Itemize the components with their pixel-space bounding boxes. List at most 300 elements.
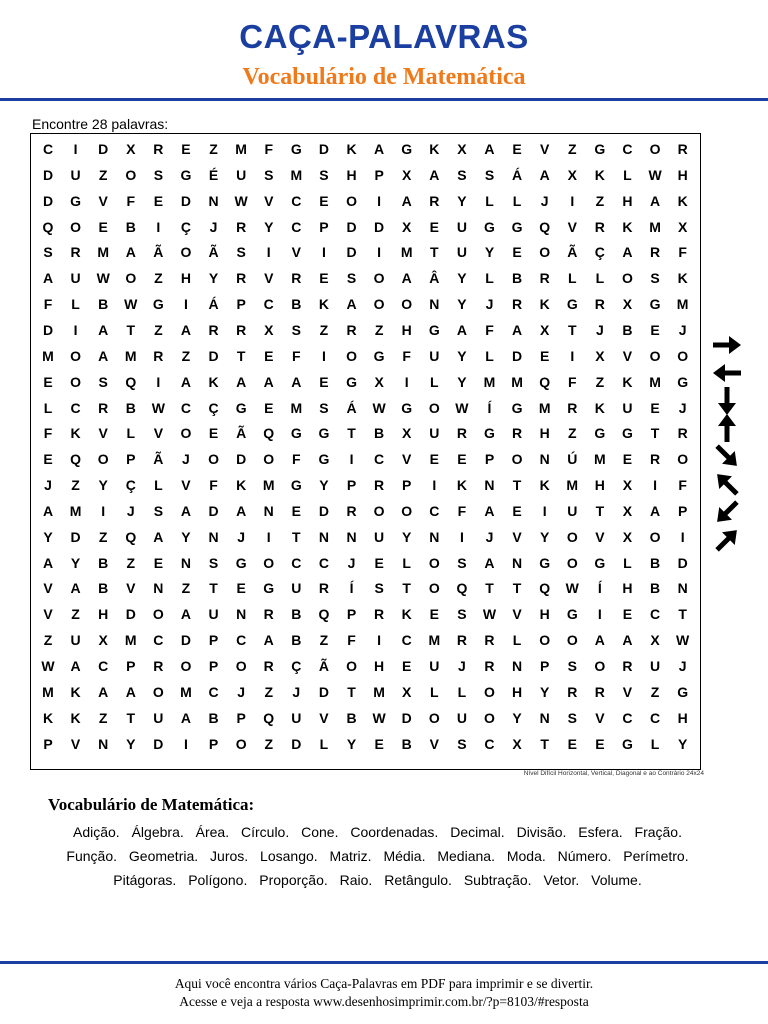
- grid-letter: I: [184, 296, 188, 313]
- grid-letter: I: [321, 244, 326, 261]
- grid-letter: A: [70, 580, 81, 597]
- grid-letter: C: [318, 554, 329, 571]
- grid-letter: G: [290, 425, 302, 442]
- grid-letter: G: [622, 735, 633, 752]
- grid-letter: S: [264, 166, 274, 183]
- grid-letter: O: [649, 528, 661, 545]
- grid-letter: T: [512, 477, 522, 494]
- grid-letter: W: [372, 399, 386, 416]
- vocabulary-word: Álgebra.: [131, 824, 184, 840]
- grid-letter: V: [540, 141, 550, 157]
- grid-letter: X: [622, 296, 633, 313]
- grid-letter: O: [401, 296, 413, 313]
- grid-letter: H: [512, 683, 523, 700]
- grid-letter: N: [180, 554, 192, 571]
- grid-letter: V: [402, 451, 412, 468]
- grid-row: [31, 369, 700, 395]
- grid-letter: X: [264, 321, 274, 338]
- grid-letter: R: [594, 683, 605, 700]
- grid-letter: Z: [98, 166, 108, 183]
- grid-letter: B: [291, 632, 302, 649]
- grid-letter: R: [236, 218, 247, 235]
- grid-letter: K: [401, 606, 412, 623]
- grid-letter: G: [677, 683, 689, 700]
- grid-row: [31, 575, 700, 601]
- grid-letter: D: [677, 554, 688, 571]
- grid-letter: A: [263, 632, 274, 649]
- vocabulary-word: Polígono.: [188, 872, 248, 888]
- grid-letter: T: [567, 321, 577, 338]
- grid-letter: B: [98, 580, 109, 597]
- grid-letter: U: [291, 580, 302, 597]
- grid-letter: P: [126, 658, 136, 674]
- grid-letter: A: [401, 192, 412, 209]
- grid-letter: G: [484, 425, 495, 442]
- grid-letter: T: [512, 580, 522, 597]
- grid-letter: M: [124, 347, 137, 364]
- grid-letter: Z: [595, 373, 605, 390]
- grid-letter: Y: [181, 528, 191, 545]
- grid-letter: R: [456, 632, 467, 649]
- grid-letter: V: [70, 735, 81, 752]
- grid-letter: L: [623, 554, 632, 571]
- grid-letter: V: [43, 606, 53, 623]
- grid-letter: O: [180, 425, 192, 442]
- grid-letter: L: [402, 554, 411, 571]
- grid-letter: Q: [539, 373, 551, 390]
- grid-letter: F: [43, 296, 53, 313]
- grid-letter: E: [236, 580, 246, 597]
- grid-letter: O: [235, 735, 247, 752]
- grid-letter: T: [347, 683, 356, 700]
- grid-letter: K: [622, 218, 633, 235]
- grid-letter: G: [290, 141, 302, 157]
- grid-letter: G: [594, 554, 606, 571]
- grid-letter: Ú: [567, 451, 578, 468]
- grid-letter: D: [180, 192, 192, 209]
- grid-letter: D: [346, 244, 357, 261]
- grid-letter: N: [263, 502, 274, 519]
- grid-letter: L: [485, 347, 494, 364]
- grid-letter: E: [402, 658, 412, 674]
- grid-letter: P: [319, 218, 329, 235]
- grid-letter: R: [70, 244, 81, 261]
- grid-letter: M: [180, 683, 192, 700]
- footer-line-1: Aqui você encontra vários Caça-Palavras em PDF para imprimir e se divertir.: [174, 976, 594, 991]
- grid-letter: I: [459, 528, 464, 545]
- grid-letter: P: [208, 735, 219, 752]
- grid-letter: Y: [540, 683, 550, 700]
- grid-letter: Y: [346, 735, 357, 752]
- grid-letter: C: [649, 606, 661, 623]
- grid-letter: F: [43, 425, 53, 442]
- vocabulary-word: Pitágoras.: [113, 872, 177, 888]
- grid-letter: S: [153, 502, 164, 519]
- grid-letter: Y: [319, 477, 329, 494]
- grid-letter: M: [676, 296, 689, 313]
- grid-letter: Z: [181, 347, 191, 364]
- grid-letter: O: [649, 141, 661, 157]
- grid-letter: J: [678, 658, 687, 674]
- grid-letter: R: [346, 502, 357, 519]
- grid-letter: M: [400, 244, 413, 261]
- grid-letter: H: [594, 477, 605, 494]
- grid-letter: T: [292, 528, 301, 545]
- grid-letter: D: [70, 528, 81, 545]
- grid-letter: N: [677, 580, 688, 597]
- grid-letter: U: [70, 270, 81, 287]
- grid-letter: R: [677, 425, 688, 442]
- grid-letter: I: [377, 192, 382, 209]
- grid-letter: D: [180, 632, 192, 649]
- grid-letter: T: [650, 425, 660, 442]
- grid-letter: G: [594, 141, 606, 157]
- grid-letter: G: [649, 296, 661, 313]
- vocabulary-word: Fração.: [634, 824, 682, 840]
- grid-letter: O: [539, 244, 551, 261]
- grid-letter: Í: [487, 399, 492, 416]
- grid-letter: P: [402, 477, 412, 494]
- grid-letter: F: [567, 373, 577, 390]
- grid-letter: K: [677, 192, 688, 209]
- grid-letter: U: [70, 166, 81, 183]
- grid-letter: A: [42, 270, 54, 287]
- grid-letter: F: [678, 477, 687, 494]
- grid-letter: C: [622, 709, 633, 726]
- grid-letter: T: [595, 502, 605, 519]
- grid-letter: L: [512, 192, 522, 209]
- grid-letter: K: [318, 296, 329, 313]
- grid-letter: X: [402, 166, 412, 183]
- grid-letter: V: [622, 347, 633, 364]
- grid-letter: X: [457, 141, 467, 157]
- grid-letter: O: [180, 244, 192, 261]
- grid-letter: X: [126, 141, 136, 157]
- grid-letter: T: [236, 347, 246, 364]
- grid-letter: Ç: [208, 399, 219, 416]
- grid-row: [31, 472, 700, 498]
- grid-letter: Q: [456, 580, 468, 597]
- vocabulary-word: Mediana.: [437, 848, 495, 864]
- grid-letter: E: [540, 347, 550, 364]
- grid-letter: G: [318, 425, 330, 442]
- grid-letter: J: [485, 296, 494, 313]
- grid-letter: D: [401, 709, 412, 726]
- grid-letter: W: [234, 192, 248, 209]
- grid-letter: C: [374, 451, 385, 468]
- vocabulary-word: Volume.: [591, 872, 642, 888]
- grid-letter: E: [319, 373, 329, 390]
- grid-letter: W: [565, 580, 579, 597]
- grid-letter: S: [567, 709, 577, 726]
- grid-letter: I: [377, 244, 382, 261]
- grid-letter: F: [209, 477, 218, 494]
- grid-letter: O: [70, 347, 82, 364]
- grid-letter: F: [292, 451, 301, 468]
- grid-letter: M: [649, 218, 661, 235]
- grid-letter: K: [622, 373, 633, 390]
- grid-letter: M: [290, 166, 303, 183]
- grid-letter: J: [595, 321, 604, 338]
- grid-letter: Z: [181, 580, 191, 597]
- grid-letter: Q: [263, 709, 275, 726]
- grid-letter: N: [429, 528, 440, 545]
- grid-letter: T: [678, 606, 687, 623]
- vocabulary-word: Losango.: [260, 848, 318, 864]
- grid-letter: V: [264, 192, 274, 209]
- grid-letter: B: [346, 709, 357, 726]
- grid-letter: A: [236, 373, 247, 390]
- grid-letter: Ã: [153, 244, 164, 261]
- grid-letter: C: [153, 632, 164, 649]
- grid-letter: X: [622, 502, 633, 519]
- grid-letter: B: [374, 425, 385, 442]
- grid-letter: R: [236, 270, 247, 287]
- grid-letter: H: [180, 270, 192, 287]
- grid-letter: I: [349, 451, 354, 468]
- grid-letter: Y: [457, 347, 467, 364]
- grid-letter: O: [208, 451, 219, 468]
- grid-letter: C: [208, 683, 219, 700]
- grid-letter: U: [456, 244, 467, 261]
- grid-letter: R: [98, 399, 109, 416]
- grid-letter: E: [512, 502, 522, 519]
- grid-letter: V: [153, 425, 164, 442]
- grid-letter: A: [42, 502, 54, 519]
- vocabulary-word: Divisão.: [516, 824, 567, 840]
- grid-letter: U: [649, 658, 661, 674]
- grid-letter: B: [649, 554, 661, 571]
- arrow-down-icon: [710, 389, 744, 413]
- grid-letter: O: [180, 658, 192, 674]
- vocabulary-word: Coordenadas.: [350, 824, 439, 840]
- grid-letter: L: [567, 270, 577, 287]
- grid-letter: R: [567, 399, 578, 416]
- grid-letter: S: [319, 399, 329, 416]
- grid-letter: J: [44, 477, 52, 494]
- grid-letter: N: [98, 735, 109, 752]
- arrow-right-icon: [710, 333, 744, 357]
- grid-letter: X: [540, 321, 550, 338]
- grid-letter: E: [622, 451, 633, 468]
- grid-letter: D: [98, 141, 109, 157]
- grid-letter: T: [347, 425, 356, 442]
- grid-letter: L: [430, 373, 439, 390]
- grid-letter: A: [649, 502, 661, 519]
- grid-letter: E: [181, 141, 191, 157]
- grid-letter: K: [70, 709, 81, 726]
- grid-letter: H: [539, 425, 550, 442]
- grid-letter: J: [540, 192, 549, 209]
- grid-letter: I: [680, 528, 685, 545]
- grid-letter: P: [540, 658, 550, 674]
- grid-letter: E: [622, 606, 633, 623]
- grid-letter: K: [539, 296, 550, 313]
- grid-letter: W: [124, 296, 138, 313]
- grid-letter: U: [567, 502, 578, 519]
- grid-letter: Z: [154, 321, 163, 338]
- grid-letter: Y: [70, 554, 81, 571]
- grid-letter: Y: [512, 709, 522, 726]
- grid-letter: G: [318, 451, 330, 468]
- grid-letter: A: [263, 373, 274, 390]
- grid-letter: D: [208, 502, 219, 519]
- grid-letter: S: [457, 735, 467, 752]
- grid-row: [31, 265, 700, 291]
- grid-letter: G: [180, 166, 192, 183]
- grid-row: [31, 136, 700, 162]
- grid-letter: S: [153, 166, 164, 183]
- grid-letter: N: [318, 528, 329, 545]
- grid-letter: R: [236, 321, 247, 338]
- grid-letter: N: [236, 606, 247, 623]
- grid-row: [31, 679, 700, 705]
- grid-letter: Q: [42, 218, 54, 235]
- grid-letter: V: [43, 580, 53, 597]
- vocabulary-word: Geometria.: [128, 848, 199, 864]
- grid-letter: A: [98, 683, 109, 700]
- grid-letter: E: [512, 244, 522, 261]
- grid-letter: C: [291, 554, 302, 571]
- grid-letter: H: [677, 709, 688, 726]
- grid-letter: O: [152, 683, 164, 700]
- grid-letter: N: [346, 528, 357, 545]
- grid-letter: C: [98, 658, 109, 674]
- grid-letter: O: [125, 166, 137, 183]
- grid-letter: V: [512, 528, 522, 545]
- direction-arrows: [706, 333, 746, 563]
- grid-row: [31, 239, 700, 265]
- grid-letter: E: [291, 502, 301, 519]
- grid-letter: N: [512, 554, 523, 571]
- grid-letter: O: [649, 347, 661, 364]
- grid-letter: R: [594, 296, 605, 313]
- grid-letter: Z: [209, 141, 218, 157]
- grid-letter: R: [374, 606, 385, 623]
- grid-letter: Y: [457, 373, 467, 390]
- grid-letter: G: [290, 477, 302, 494]
- grid-letter: B: [512, 270, 523, 287]
- grid-letter: J: [126, 502, 135, 519]
- grid-letter: L: [485, 270, 494, 287]
- grid-letter: N: [429, 296, 440, 313]
- grid-letter: F: [485, 321, 494, 338]
- vocabulary-word: Moda.: [506, 848, 546, 864]
- grid-letter: E: [650, 321, 660, 338]
- grid-letter: S: [346, 270, 357, 287]
- vocabulary-word: Média.: [383, 848, 426, 864]
- grid-letter: V: [595, 709, 605, 726]
- grid-letter: E: [457, 451, 467, 468]
- grid-letter: A: [70, 658, 81, 674]
- grid-letter: L: [623, 166, 632, 183]
- grid-letter: E: [208, 425, 219, 442]
- grid-letter: I: [266, 244, 271, 261]
- grid-letter: B: [208, 709, 219, 726]
- grid-letter: K: [594, 166, 605, 183]
- vocabulary-word-list: [50, 820, 705, 892]
- grid-letter: R: [318, 580, 329, 597]
- grid-letter: Ç: [180, 218, 192, 235]
- bottom-divider: [0, 961, 768, 964]
- grid-letter: Â: [429, 270, 440, 287]
- grid-letter: R: [153, 658, 164, 674]
- grid-letter: S: [374, 580, 384, 597]
- grid-letter: M: [373, 683, 385, 700]
- grid-letter: X: [374, 373, 384, 390]
- grid-letter: G: [594, 425, 606, 442]
- grid-letter: B: [291, 606, 302, 623]
- grid-letter: I: [156, 218, 161, 235]
- grid-letter: A: [98, 321, 109, 338]
- grid-letter: A: [291, 373, 302, 390]
- grid-letter: A: [622, 244, 633, 261]
- grid-letter: Q: [539, 218, 551, 235]
- grid-letter: O: [484, 683, 495, 700]
- grid-letter: O: [263, 554, 275, 571]
- grid-letter: M: [594, 451, 606, 468]
- grid-letter: K: [456, 477, 467, 494]
- grid-letter: M: [42, 683, 54, 700]
- grid-letter: J: [182, 451, 190, 468]
- grid-letter: O: [566, 632, 578, 649]
- grid-letter: G: [677, 373, 689, 390]
- grid-letter: O: [428, 399, 440, 416]
- grid-letter: X: [98, 632, 108, 649]
- grid-row: [31, 705, 700, 731]
- grid-letter: R: [649, 451, 661, 468]
- grid-letter: L: [430, 683, 439, 700]
- grid-letter: Y: [43, 528, 53, 545]
- grid-letter: O: [401, 502, 413, 519]
- grid-letter: D: [125, 606, 136, 623]
- grid-letter: C: [70, 399, 81, 416]
- grid-letter: P: [208, 632, 219, 649]
- grid-letter: W: [151, 399, 165, 416]
- grid-row: [31, 550, 700, 576]
- grid-letter: Z: [154, 270, 163, 287]
- grid-letter: O: [622, 270, 633, 287]
- footer: [0, 975, 768, 1011]
- grid-letter: P: [346, 606, 357, 623]
- grid-letter: Ç: [291, 658, 302, 674]
- grid-letter: W: [96, 270, 110, 287]
- grid-letter: F: [126, 192, 136, 209]
- grid-letter: X: [512, 735, 522, 752]
- grid-letter: A: [180, 709, 192, 726]
- grid-letter: A: [484, 141, 495, 157]
- grid-letter: D: [346, 218, 357, 235]
- grid-letter: P: [208, 658, 219, 674]
- grid-letter: K: [346, 141, 357, 157]
- grid-letter: R: [153, 347, 164, 364]
- grid-letter: O: [346, 658, 357, 674]
- grid-letter: H: [98, 606, 109, 623]
- grid-letter: Z: [98, 528, 108, 545]
- grid-letter: K: [429, 141, 440, 157]
- grid-letter: O: [97, 451, 109, 468]
- grid-letter: O: [70, 218, 82, 235]
- grid-row: [31, 731, 700, 757]
- grid-letter: V: [126, 580, 136, 597]
- grid-letter: G: [484, 218, 495, 235]
- grid-letter: S: [98, 373, 108, 390]
- grid-letter: U: [374, 528, 385, 545]
- grid-row: [31, 291, 700, 317]
- grid-letter: U: [153, 709, 164, 726]
- grid-letter: N: [208, 528, 219, 545]
- grid-letter: Í: [349, 580, 354, 597]
